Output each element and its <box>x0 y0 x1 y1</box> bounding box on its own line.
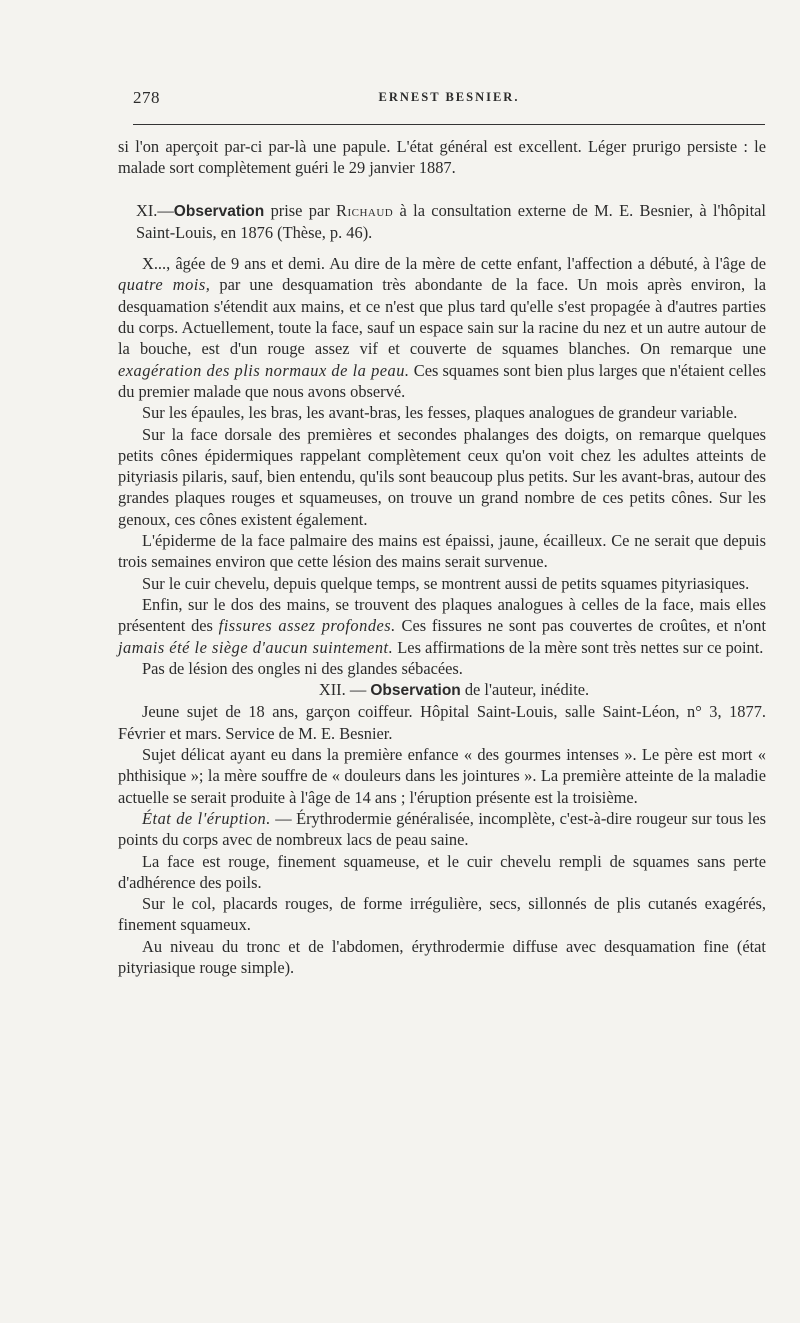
text-run: Ces squames sont bien plus larges que n'étaient celles du premier malade que nous avons observé. <box>118 360 766 401</box>
dash: — <box>345 680 371 700</box>
paragraph-continued: si l'on aperçoit par-ci par-là une papule. L'état général est excellent. Léger prurigo persiste : le malade sort complètement guéri le 29 janvier 1887. <box>118 137 766 178</box>
text-run: — Érythrodermie généralisée, incomplète, c'est-à-dire rougeur sur tous les points du corps avec de nombreux lacs de peau saine. <box>118 808 766 850</box>
paragraph: Sur la face dorsale des premières et secondes phalanges des doigts, on remarque quelques petits cônes épidermiques rappelant complètement ceux qu'on voit chez les adultes atteints de pityriasis pilaris, sauf, bien entendu, qu'ils sont beaucoup plus petits. Sur les avant-bras, autour des grandes plaques rouges et squameuses, on trouve un grand nombre de ces petits cônes. Sur les genoux, ces cônes existent également. <box>118 424 766 529</box>
paragraph <box>118 808 766 851</box>
paragraph: Jeune sujet de 18 ans, garçon coiffeur. Hôpital Saint-Louis, salle Saint-Léon, n° 3, 1877. Février et mars. Service de M. E. Besnier. <box>118 702 766 743</box>
header-rule <box>133 124 765 125</box>
italic-text: fissures assez profondes. <box>218 616 396 636</box>
page-number: 278 <box>133 88 160 107</box>
text-run: Enfin, sur le dos des mains, se trouvent des plaques analogues à celles de la face, mais elles présentent des <box>118 594 766 636</box>
heading-text: prise par <box>264 200 337 220</box>
dash: — <box>157 200 174 220</box>
italic-text: État de l'éruption. <box>142 808 271 828</box>
observation-label: Observation <box>370 682 461 700</box>
paragraph: Pas de lésion des ongles ni des glandes sébacées. <box>142 658 463 678</box>
paragraph: Au niveau du tronc et de l'abdomen, érythrodermie diffuse avec desquamation fine (état pityriasique rouge simple). <box>118 936 766 977</box>
text-run: par une desquamation très abondante de la face. Un mois après environ, la desquamation s'étendit aux mains, et ce n'est que plus tard qu'elle s'est propagée à d'autres parties du corps. Actuellement, toute la face, sauf un espace sain sur la racine du nez et un autre autour de la bouche, est d'un rouge assez vif et couverte de squames blanches. On remarque une <box>118 275 766 359</box>
observation-number: XII. <box>318 680 346 700</box>
running-title: ERNEST BESNIER. <box>378 90 520 104</box>
observation-xii-heading <box>118 679 766 701</box>
observation-label: Observation <box>173 202 265 220</box>
italic-text: jamais été le siège d'aucun suintement. <box>118 637 394 657</box>
text-run: X..., âgée de 9 ans et demi. Au dire de la mère de cette enfant, l'affection a débuté, à l'âge de <box>142 254 766 274</box>
observation-number: XI. <box>136 200 158 220</box>
paragraph: L'épiderme de la face palmaire des mains est épaissi, jaune, écailleux. Ce ne serait que depuis trois semaines environ que cette lésion des mains serait survenue. <box>118 531 766 572</box>
page-header <box>133 88 765 110</box>
text-run: Ces fissures ne sont pas couvertes de croûtes, et n'ont <box>395 616 767 636</box>
text-run: Les affirmations de la mère sont très nettes sur ce point. <box>393 637 764 657</box>
paragraph: La face est rouge, finement squameuse, et le cuir chevelu rempli de squames sans perte d'adhérence des poils. <box>118 851 766 892</box>
paragraph: Sujet délicat ayant eu dans la première enfance « des gourmes intenses ». Le père est mort « phthisique »; la mère souffre de « douleurs dans les jointures ». La première atteinte de la maladie actuelle se serait produite à l'âge de 14 ans ; l'éruption présente est la troisième. <box>118 745 766 807</box>
paragraph: Sur le col, placards rouges, de forme irrégulière, secs, sillonnés de plis cutanés exagérés, finement squameux. <box>118 894 766 935</box>
italic-text: exagération des plis normaux de la peau. <box>118 360 410 380</box>
paragraph <box>118 253 766 402</box>
paragraph: Sur les épaules, les bras, les avant-bras, les fesses, plaques analogues de grandeur variable. <box>142 403 738 423</box>
heading-text: de l'auteur, inédite. <box>460 680 590 700</box>
heading-text: à la consultation externe de M. E. Besnier, à l'hôpital Saint-Louis, en 1876 (Thèse, p. 46). <box>136 200 766 242</box>
body-text <box>118 136 766 978</box>
italic-text: quatre mois, <box>118 275 211 295</box>
paragraph: Sur le cuir chevelu, depuis quelque temps, se montrent aussi de petits squames pityriasiques. <box>142 573 750 593</box>
author-name: Richaud <box>336 200 394 220</box>
observation-xi-heading <box>118 200 766 244</box>
paragraph <box>118 594 766 658</box>
